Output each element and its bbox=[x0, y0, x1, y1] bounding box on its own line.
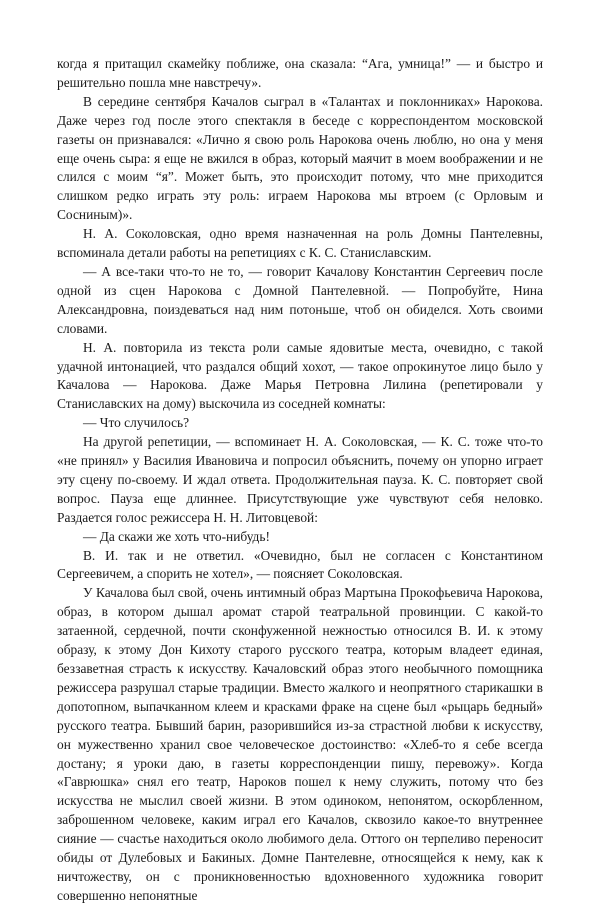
paragraph-talents-and-admirers: В середине сентября Качалов сыграл в «Талантах и поклонниках» Нарокова. Даже через год после этого спектакля в беседе с корреспондентом московской газеты он признавался: «Лично я свою роль Нарокова очень люблю, но она у меня еще очень сыра: я еще не вжился в образ, который маячит в моем воображении и не слился с моим “я”. Может быть, это происходит потому, что мне приходится слишком редко играть эту роль: играем Нарокова мы втроем (с Орловым и Сосниным)». bbox=[57, 93, 543, 223]
paragraph-sokolovskaya-recollection: Н. А. Соколовская, одно время назначенная на роль Домны Пантелевны, вспоминала детали работы на репетициях с К. С. Станиславским. bbox=[57, 226, 543, 261]
paragraph-what-happened: — Что случилось? bbox=[83, 415, 190, 431]
paragraph-continuation: когда я притащил скамейку поближе, она сказала: “Ага, умница!” — и быстро и решительно пошла мне навстречу». bbox=[57, 56, 543, 90]
paragraph-narokov-image: У Качалова был свой, очень интимный образ Мартына Прокофьевича Нарокова, образ, в котором дышал аромат старой театральной провинции. С какой-то затаенной, сердечной, почти сконфуженной нежностью относился В. И. к этому образу, к этому Дон Кихоту старого русского театра, которым владеет единая, беззаветная страсть к искусству. Качаловский образ этого необычного помощника режиссера разрушал старые традиции. Вместо жалкого и неопрятного старикашки в допотопном, выпачканном клеем и красками фраке на сцене был «рыцарь бедный» русского театра. Бывший барин, разорившийся из-за страстной любви к искусству, он мужественно хранил свое человеческое достоинство: «Хлеб-то я себе всегда достану; я уроки даю, в газеты корреспонденции пишу, перевожу». Когда «Гаврюшка» снял его театр, Нароков пошел к нему служить, потому что без искусства не мыслил своей жизни. В этом одиноком, непонятом, оскорбленном, заброшенном человеке, каким играл его Качалов, сквозило какое-то внутреннее сияние — счастье находиться около любимого дела. Оттого он терпеливо переносит обиды от Дулебовых и Бакиных. Домне Пантелевне, относящейся к нему, как к ничтожеству, он с проникновенностью вдохновенного художника говорит совершенно непонятные bbox=[57, 585, 543, 903]
paragraph-say-something: — Да скажи же хоть что-нибудь! bbox=[83, 528, 270, 544]
paragraph-did-not-answer: В. И. так и не ответил. «Очевидно, был не согласен с Константином Сергеевичем, а спорить не хотел», — поясняет Соколовская. bbox=[57, 547, 543, 582]
document-page bbox=[57, 55, 543, 906]
paragraph-rehearsal-laughter: Н. А. повторила из текста роли самые ядовитые места, очевидно, с такой удачной интонацией, что раздался общий хохот, — такое опрокинутое лицо было у Качалова — Нарокова. Даже Марья Петровна Лилина (репетировали у Станиславских на дому) выскочила из соседней комнаты: bbox=[57, 339, 543, 412]
paragraph-another-rehearsal: На другой репетиции, — вспоминает Н. А. Соколовская, — К. С. тоже что-то «не принял» у Василия Ивановича и попросил объяснить, почему он упорно играет эту сцену по-своему. И ждал ответа. Продолжительная пауза. К. С. повторяет свой вопрос. Пауза еще длиннее. Присутствующие уже чувствуют себя неловко. Раздается голос режиссера Н. Н. Литовцевой: bbox=[57, 434, 543, 525]
paragraph-stanislavsky-remark: — А все-таки что-то не то, — говорит Качалову Константин Сергеевич после одной из сцен Нарокова с Домной Пантелевной. — Попробуйте, Нина Александровна, поиздеваться над ним потоньше, чтоб он обиделся. Хоть своими словами. bbox=[57, 263, 543, 336]
